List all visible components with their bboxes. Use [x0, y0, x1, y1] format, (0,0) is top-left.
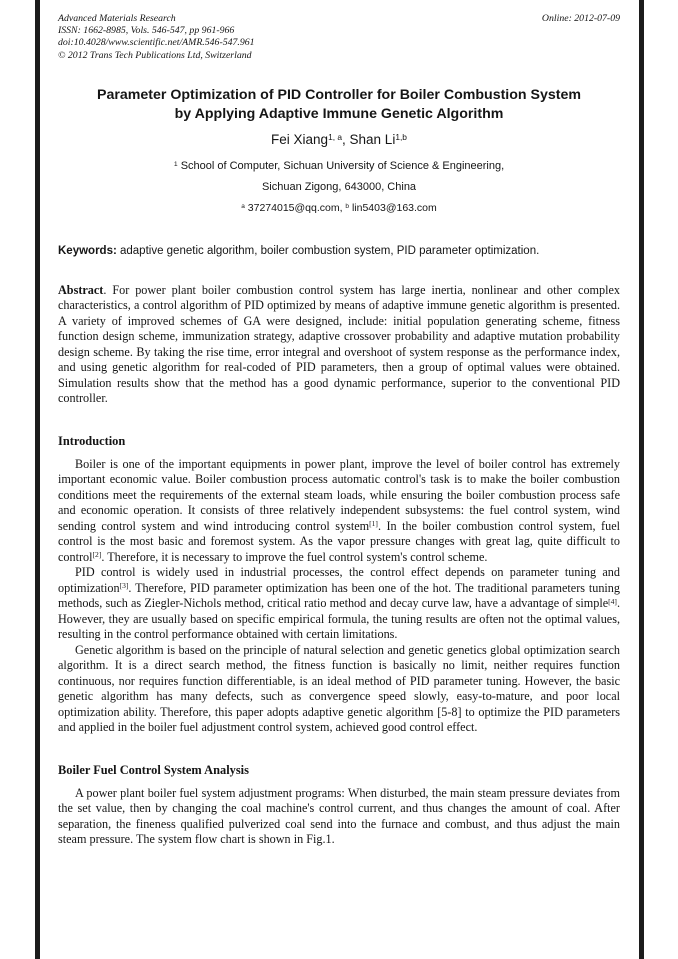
affiliation-line — [58, 160, 620, 172]
superscript-reference: [3] — [119, 581, 129, 591]
section-heading-introduction: Introduction — [58, 433, 126, 448]
superscript-reference: 1 — [173, 160, 178, 168]
superscript-reference: 1,b — [395, 132, 407, 143]
text-run: . However, they are usually based on specific empirical formula, the tuning results are often not the optimal values, resulting in the control performance obtained with certain limitations. — [58, 596, 620, 642]
online-date: Online: 2012-07-09 — [541, 13, 620, 24]
keywords-line — [58, 244, 620, 259]
text-run: lin5403@163.com — [349, 201, 437, 214]
email-line — [58, 202, 620, 214]
keywords-label: Keywords: — [58, 244, 117, 257]
abstract-text: . For power plant boiler combustion control system has large inertia, nonlinear and other complex characteristics, a control algorithm of PID optimized by means of adaptive immune genetic algorithm is presented. A variety of improved schemes of GA were designed, include: initial population generating scheme, fitness function design scheme, immunization strategy, adaptive crossover probability and adaptive mutation probability design scheme. By taking the rise time, error integral and overshoot of system response as the performance index, and using genetic algorithm for real-coded of PID parameters, then a group of optimal values were obtained. Simulation results show that the method has a good dynamic performance, superior to the conventional PID controller. — [58, 282, 620, 406]
text-run: , Shan Li — [342, 131, 396, 147]
text-run: 37274015@qq.com, — [244, 201, 346, 214]
doi-line: doi:10.4028/www.scientific.net/AMR.546-547.961 — [58, 37, 255, 49]
page-border-right — [639, 0, 644, 959]
author-line — [58, 132, 620, 147]
text-run: PID control is widely used in industrial processes, the control effect depends on parameter tuning and optimization — [58, 565, 620, 595]
page-border-left — [35, 0, 40, 959]
superscript-reference: a — [241, 202, 245, 210]
superscript-reference: b — [345, 202, 350, 210]
text-run: Fei Xiang — [271, 131, 329, 147]
abstract-label: Abstract — [58, 282, 104, 297]
boiler-fuel-paragraph-1 — [58, 786, 620, 848]
text-run: A power plant boiler fuel system adjustment programs: When disturbed, the main steam pressure deviates from the set value, then by changing the coal machine's control current, and thus changes the amount of coal. After separation, the fineness qualified pulverized coal send into the furnace and combust, and thus adjust the main steam pressure. The system flow chart is shown in Fig.1. — [58, 785, 620, 847]
copyright-line: © 2012 Trans Tech Publications Ltd, Switzerland — [58, 49, 252, 61]
superscript-reference: 1, a — [328, 132, 343, 143]
abstract-paragraph — [58, 283, 620, 407]
paper-content — [58, 13, 620, 848]
paper-title-line2: by Applying Adaptive Immune Genetic Algorithm — [174, 106, 504, 123]
text-run: Boiler is one of the important equipments in power plant, improve the level of boiler control has extremely important economic value. Boiler combustion process automatic control's task is to make the boiler combustion conditions meet the requirements of the external steam loads, while ensuring the boiler combustion process safe and economic operation. It consists of three relatively independent subsystems: the fuel control system, wind sending control system and wind introducing control system — [58, 456, 620, 533]
text-run: Genetic algorithm is based on the principle of natural selection and genetic genetics global optimization search algorithm. It is a direct search method, the fitness function is basically no limit, neither requires function continuous, nor requires function differentiable, is an ideal method of PID parameter tuning. However, the basic genetic algorithm has many defects, such as convergence speed slowly, easy-to-mature, and poor local optimization ability. Therefore, this paper adopts adaptive genetic algorithm [5-8] to optimize the PID parameters and applied in the boiler fuel adjustment control system, achieved good control effect. — [58, 642, 620, 735]
text-run: School of Computer, Sichuan University of Science & Engineering, — [177, 159, 505, 172]
journal-name: Advanced Materials Research — [58, 13, 176, 24]
paper-title-line1: Parameter Optimization of PID Controller for Boiler Combustion System — [96, 86, 582, 103]
issn-volume-line: ISSN: 1662-8985, Vols. 546-547, pp 961-966 — [58, 25, 235, 37]
journal-header-left — [58, 13, 255, 62]
introduction-paragraph-1 — [58, 457, 620, 566]
journal-header — [58, 13, 620, 62]
superscript-reference: [2] — [92, 550, 102, 560]
paper-title — [58, 86, 620, 125]
text-run: . Therefore, PID parameter optimization has been one of the hot. The traditional parameters tuning methods, such as Ziegler-Nichols method, critical ratio method and decay curve law, have a advantage of simple — [58, 580, 620, 611]
text-run: . Therefore, it is necessary to improve the fuel control system's control scheme. — [101, 549, 488, 564]
superscript-reference: [4] — [608, 596, 617, 606]
introduction-paragraph-3 — [58, 643, 620, 736]
affiliation-city-line: Sichuan Zigong, 643000, China — [261, 180, 417, 193]
superscript-reference: [1] — [369, 519, 378, 529]
keywords-text: adaptive genetic algorithm, boiler combustion system, PID parameter optimization. — [116, 244, 540, 257]
text-run: . In the boiler combustion control system, fuel control is the most basic and foremost system. As the vapor pressure changes with great lag, quite difficult to control — [58, 518, 620, 564]
section-heading-boiler-fuel-control-system-analysis: Boiler Fuel Control System Analysis — [58, 762, 249, 777]
introduction-paragraph-2 — [58, 565, 620, 643]
